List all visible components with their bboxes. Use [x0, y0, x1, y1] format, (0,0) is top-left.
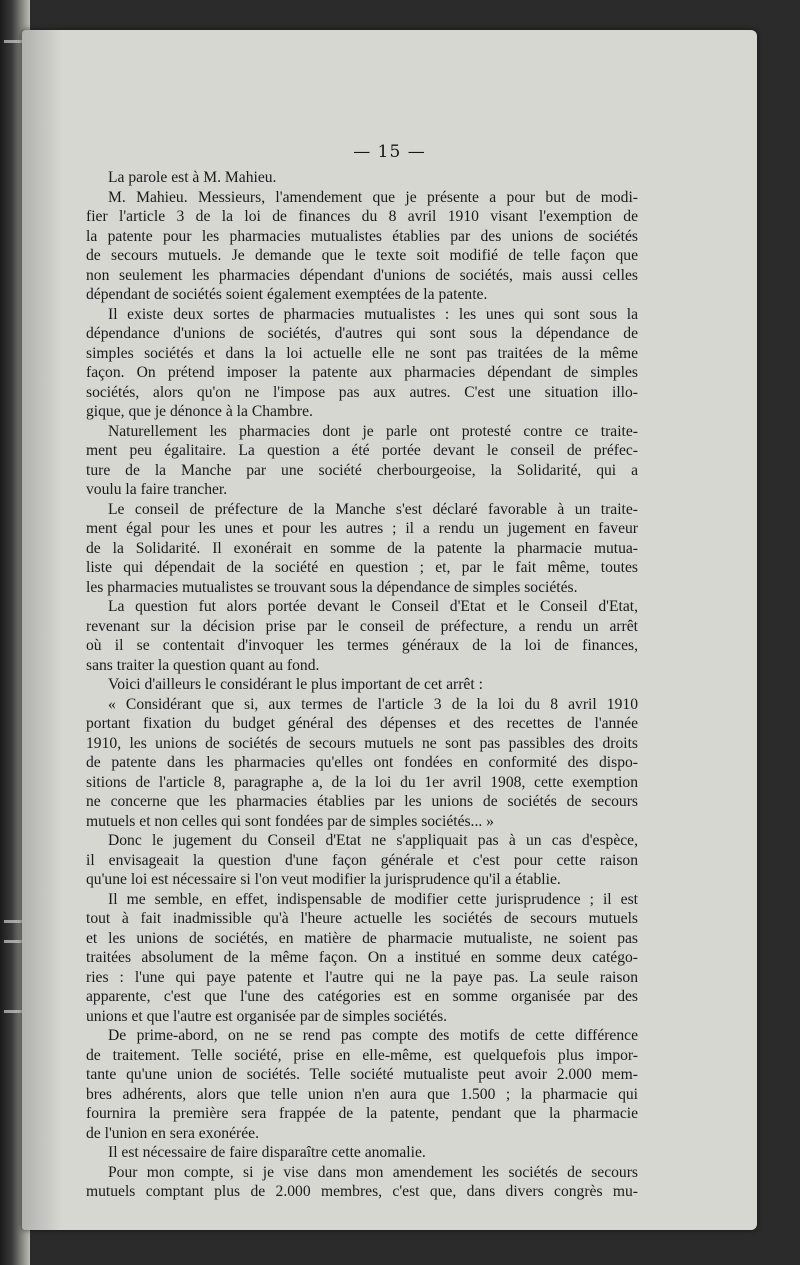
text-line: de traitement. Telle société, prise en elle-même, est quelquefois plus impor-	[86, 1046, 638, 1064]
text-line: simples sociétés et dans la loi actuelle elle ne sont pas traitées de la même	[86, 344, 638, 362]
text-line: Le conseil de préfecture de la Manche s'est déclaré favorable à un traite-	[108, 500, 638, 518]
text-line: ment égal pour les unes et pour les autres ; il a rendu un jugement en faveur	[86, 520, 638, 537]
text-line: ture de la Manche par une société cherbourgeoise, la Solidarité, qui a	[86, 461, 638, 479]
text-line: gique, que je dénonce à la Chambre.	[86, 403, 313, 420]
text-line: ment peu égalitaire. La question a été portée devant le conseil de préfec-	[86, 442, 638, 459]
text-line: de secours mutuels. Je demande que le texte soit modifié de telle façon que	[86, 247, 638, 264]
text-line: M. Mahieu. Messieurs, l'amendement que je présente a pour but de modi-	[108, 188, 638, 206]
text-line: où il se contentait d'invoquer les termes généraux de la loi de finances,	[86, 637, 638, 654]
text-line: Pour mon compte, si je vise dans mon amendement les sociétés de secours	[108, 1163, 638, 1181]
text-line: tout à fait inadmissible qu'à l'heure actuelle les sociétés de secours mutuels	[86, 910, 638, 927]
text-line: et les unions de sociétés, en matière de pharmacie mutualiste, ne soient pas	[86, 929, 638, 947]
text-line: ne concerne que les pharmacies établies par les unions de sociétés de secours	[86, 793, 638, 810]
binding-mark	[4, 940, 22, 943]
text-line: liste qui dépendait de la société en question ; et, par le fait même, toutes	[86, 559, 638, 576]
text-line: Naturellement les pharmacies dont je parle ont protesté contre ce traite-	[108, 422, 638, 440]
text-line: portant fixation du budget général des dépenses et des recettes de l'année	[86, 715, 638, 732]
text-line: fier l'article 3 de la loi de finances du 8 avril 1910 visant l'exemption de	[86, 208, 638, 225]
text-line: De prime-abord, on ne se rend pas compte des motifs de cette différence	[108, 1027, 638, 1044]
scanned-page	[22, 30, 757, 1230]
text-line: dépendant de sociétés soient également exemptées de la patente.	[86, 286, 488, 303]
binding-mark	[4, 920, 22, 923]
text-line: la patente pour les pharmacies mutualistes établies par des unions de sociétés	[86, 227, 638, 245]
binding-mark	[4, 1010, 22, 1013]
text-line: qu'une loi est nécessaire si l'on veut modifier la jurisprudence qu'il a établie.	[86, 871, 561, 888]
binding-mark	[4, 40, 22, 43]
text-line: mutuels comptant plus de 2.000 membres, c'est que, dans divers congrès mu-	[86, 1183, 638, 1200]
text-line: Donc le jugement du Conseil d'Etat ne s'appliquait pas à un cas d'espèce,	[108, 832, 638, 849]
text-line: voulu la faire trancher.	[86, 481, 228, 498]
text-line: traitées absolument de la même façon. On a institué en somme deux catégo-	[86, 949, 638, 966]
text-line: Il existe deux sortes de pharmacies mutualistes : les unes qui sont sous la	[108, 305, 638, 323]
text-line: apparente, c'est que l'une des catégories est en somme organisée par des	[86, 988, 638, 1005]
page-number: — 15 —	[353, 142, 426, 162]
text-line: « Considérant que si, aux termes de l'article 3 de la loi du 8 avril 1910	[108, 695, 638, 713]
body-text	[86, 168, 638, 1202]
text-line: sitions de l'article 8, paragraphe a, de la loi du 1er avril 1908, cette exemption	[86, 773, 638, 791]
text-line: de l'union en sera exonérée.	[86, 1124, 259, 1142]
text-line: fournira la première sera frappée de la patente, pendant que la pharmacie	[86, 1105, 638, 1122]
text-line: Il me semble, en effet, indispensable de modifier cette jurisprudence ; il est	[108, 890, 638, 908]
text-line: dépendance d'unions de sociétés, d'autres qui sont sous la dépendance de	[86, 325, 638, 342]
text-line: non seulement les pharmacies dépendant d'unions de sociétés, mais aussi celles	[86, 266, 638, 284]
text-line: Il est nécessaire de faire disparaître cette anomalie.	[108, 1144, 426, 1161]
text-line: Voici d'ailleurs le considérant le plus important de cet arrêt :	[108, 676, 483, 693]
text-line: unions et que l'autre est organisée par de simples sociétés.	[86, 1007, 448, 1025]
text-line: sans traiter la question quant au fond.	[86, 656, 320, 674]
text-line: de la Solidarité. Il exonérait en somme de la patente la pharmacie mutua-	[86, 539, 638, 557]
text-line: mutuels et non celles qui sont fondées par de simples sociétés... »	[86, 812, 494, 830]
text-line: tante qu'une union de sociétés. Telle société mutualiste peut avoir 2.000 mem-	[86, 1066, 638, 1083]
text-line: 1910, les unions de sociétés de secours mutuels ne sont pas passibles des droits	[86, 734, 638, 752]
text-line: La question fut alors portée devant le Conseil d'Etat et le Conseil d'Etat,	[108, 598, 638, 615]
text-line: de patente dans les pharmacies qu'elles ont fondées en conformité des dispo-	[86, 754, 638, 771]
text-line: façon. On prétend imposer la patente aux pharmacies dépendant de simples	[86, 364, 638, 381]
text-line: sociétés, alors qu'on ne l'impose pas aux autres. C'est une situation illo-	[86, 383, 638, 401]
text-line: revenant sur la décision prise par le conseil de préfecture, a rendu un arrêt	[86, 617, 638, 635]
text-line: La parole est à M. Mahieu.	[108, 169, 277, 186]
text-line: bres adhérents, alors que telle union n'en aura que 1.500 ; la pharmacie qui	[86, 1085, 638, 1103]
text-line: il envisageait la question d'une façon générale et c'est pour cette raison	[86, 851, 638, 869]
text-line: les pharmacies mutualistes se trouvant sous la dépendance de simples sociétés.	[86, 578, 578, 596]
text-line: ries : l'une qui paye patente et l'autre qui ne la paye pas. La seule raison	[86, 968, 638, 986]
